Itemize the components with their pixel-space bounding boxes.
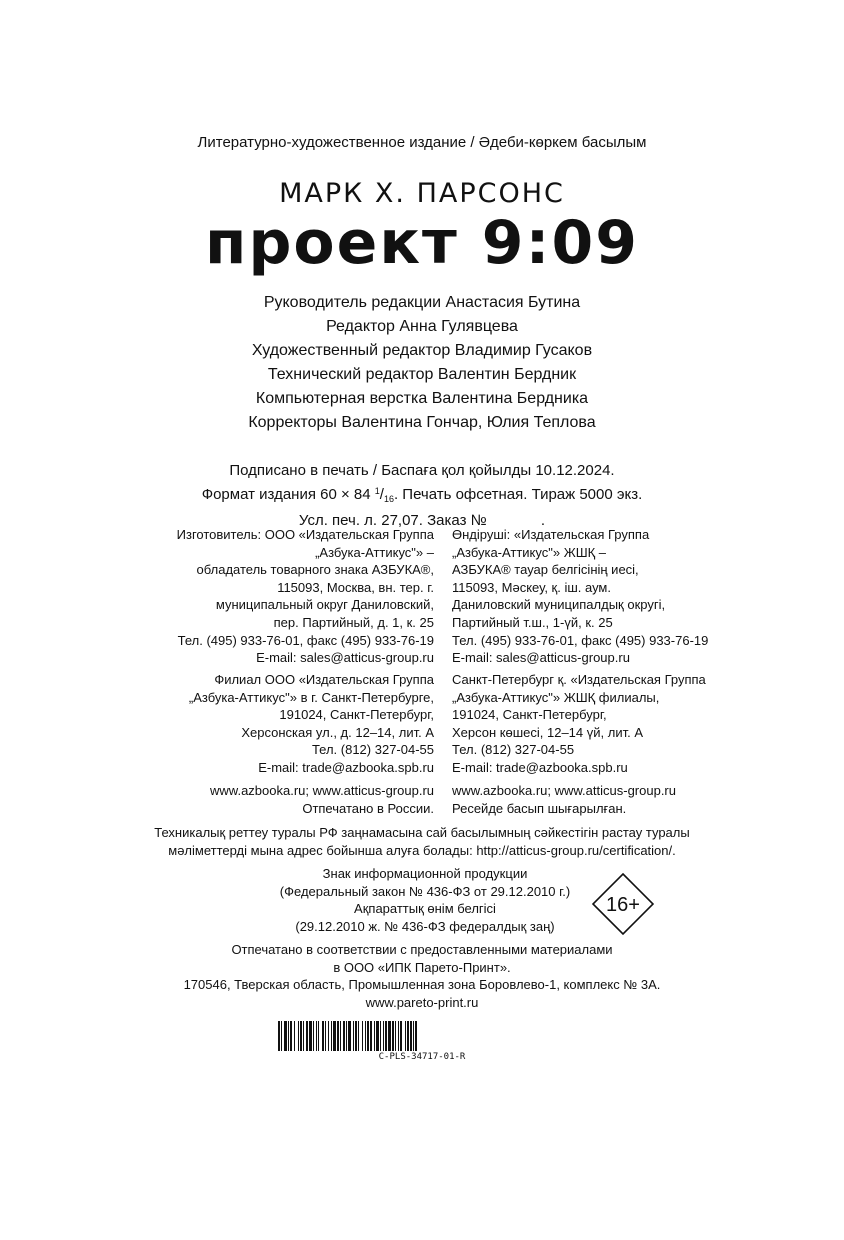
- web-kz-line: www.azbooka.ru; www.atticus-group.ru: [452, 783, 676, 798]
- manufacturer-ru-line: E-mail: sales@atticus-group.ru: [256, 650, 434, 666]
- info-sign-line: Знак информационной продукции: [322, 866, 528, 881]
- printer-line: Отпечатано в соответствии с предоставленными материалами: [231, 942, 613, 957]
- format-suffix: . Печать офсетная. Тираж 5000 экз.: [393, 486, 643, 503]
- printer-info: [0, 941, 844, 1011]
- web-ru-line: www.azbooka.ru; www.atticus-group.ru: [210, 783, 434, 798]
- web-kz-line: Ресейде басып шығарылған.: [452, 800, 627, 816]
- manufacturer-ru-line: Изготовитель: ООО «Издательская Группа: [176, 527, 434, 542]
- format-prefix: Формат издания 60 × 84: [201, 486, 375, 503]
- staff-line: Корректоры Валентина Гончар, Юлия Теплова: [248, 414, 596, 431]
- fraction-denominator: 16: [383, 494, 394, 504]
- fraction-slash: /: [379, 486, 384, 503]
- printer-line: в ООО «ИПК Парето-Принт».: [333, 959, 511, 975]
- web-ru: [134, 782, 434, 817]
- manufacturer-kz-line: АЗБУКА® тауар белгісінің иесі,: [452, 562, 639, 578]
- info-sign-line: Ақпараттық өнім белгісі: [354, 901, 496, 916]
- age-rating-text: 16+: [606, 894, 640, 916]
- fraction-numerator: 1: [374, 486, 380, 496]
- print-info: [0, 460, 844, 531]
- manufacturer-kz: [452, 526, 752, 667]
- manufacturer-ru-line: обладатель товарного знака АЗБУКА®,: [196, 562, 434, 578]
- staff-line: Художественный редактор Владимир Гусаков: [251, 342, 593, 359]
- manufacturer-ru: [134, 526, 434, 667]
- age-rating-badge: [592, 873, 654, 935]
- staff-line: Руководитель редакции Анастасия Бутина: [263, 294, 581, 311]
- format-line: [0, 481, 844, 510]
- certification-line: мәліметтерді мына адрес бойынша алуға болады: http://atticus-group.ru/certification/.: [168, 843, 676, 858]
- staff-line: Технический редактор Валентин Бердник: [267, 366, 577, 383]
- manufacturer-kz-line: Партийный т.ш., 1-үй, к. 25: [452, 614, 613, 630]
- web-ru-line: Отпечатано в России.: [302, 800, 434, 816]
- author-name: МАРК Х. ПАРСОНС: [279, 178, 565, 209]
- branch-kz: [452, 671, 752, 777]
- manufacturer-kz-line: Өндіруші: «Издательская Группа: [452, 527, 650, 542]
- certification-line: Техникалық реттеу туралы РФ заңнамасына сай басылымның сәйкестігін растау туралы: [154, 825, 690, 840]
- branch-ru-line: 191024, Санкт-Петербург,: [279, 707, 434, 723]
- branch-kz-line: Санкт-Петербург қ. «Издательская Группа: [452, 672, 706, 687]
- branch-ru: [134, 671, 434, 777]
- manufacturer-kz-line: Тел. (495) 933-76-01, факс (495) 933-76-19: [452, 632, 709, 648]
- genre-line: Литературно-художественное издание / Әдеби-көркем басылым: [197, 134, 647, 151]
- branch-ru-line: Филиал ООО «Издательская Группа: [214, 672, 434, 687]
- branch-ru-line: „Азбука-Аттикус"» в г. Санкт-Петербурге,: [188, 689, 434, 705]
- manufacturer-ru-line: Тел. (495) 933-76-01, факс (495) 933-76-19: [177, 632, 434, 648]
- barcode-number: С-PLS-34717-01-R: [378, 1052, 466, 1062]
- signed-line: Подписано в печать / Баспаға қол қойылды 10.12.2024.: [229, 462, 615, 479]
- manufacturer-ru-line: муниципальный округ Даниловский,: [215, 597, 434, 613]
- branch-ru-line: Тел. (812) 327-04-55: [311, 742, 434, 758]
- branch-kz-line: E-mail: trade@azbooka.spb.ru: [452, 759, 628, 775]
- sheets-line: Усл. печ. л. 27,07. Заказ № .: [298, 512, 546, 529]
- manufacturer-kz-line: E-mail: sales@atticus-group.ru: [452, 650, 630, 666]
- branch-kz-line: 191024, Санкт-Петербург,: [452, 707, 607, 723]
- branch-kz-line: „Азбука-Аттикус"» ЖШҚ филиалы,: [452, 689, 660, 705]
- manufacturer-kz-line: „Азбука-Аттикус"» ЖШҚ –: [452, 544, 607, 560]
- manufacturer-ru-line: 115093, Москва, вн. тер. г.: [277, 579, 434, 595]
- info-sign-line: (Федеральный закон № 436-ФЗ от 29.12.2010 г.): [279, 883, 571, 899]
- branch-ru-line: E-mail: trade@azbooka.spb.ru: [258, 759, 434, 775]
- branch-ru-line: Херсонская ул., д. 12–14, лит. А: [241, 724, 434, 740]
- web-kz: [452, 782, 752, 817]
- info-product-sign: [270, 865, 580, 935]
- barcode-image: [278, 1021, 546, 1051]
- book-title: проект 9:09: [205, 208, 639, 278]
- manufacturer-kz-line: Даниловский муниципалдық округі,: [452, 597, 666, 613]
- staff-line: Редактор Анна Гулявцева: [326, 318, 518, 335]
- editorial-staff: [0, 291, 844, 435]
- manufacturer-kz-line: 115093, Мәскеу, қ. іш. аум.: [452, 579, 611, 595]
- branch-kz-line: Херсон көшесі, 12–14 үй, лит. А: [452, 724, 643, 740]
- manufacturer-ru-line: „Азбука-Аттикус"» –: [315, 544, 434, 560]
- certification-note: [0, 824, 844, 860]
- branch-kz-line: Тел. (812) 327-04-55: [452, 742, 575, 758]
- printer-line: 170546, Тверская область, Промышленная зона Боровлево-1, комплекс № 3А.: [183, 977, 661, 992]
- info-sign-line: (29.12.2010 ж. № 436-ФЗ федералдық заң): [295, 918, 555, 934]
- printer-line: www.pareto-print.ru: [365, 994, 479, 1010]
- manufacturer-ru-line: пер. Партийный, д. 1, к. 25: [273, 614, 434, 630]
- staff-line: Компьютерная верстка Валентина Бердника: [255, 390, 589, 407]
